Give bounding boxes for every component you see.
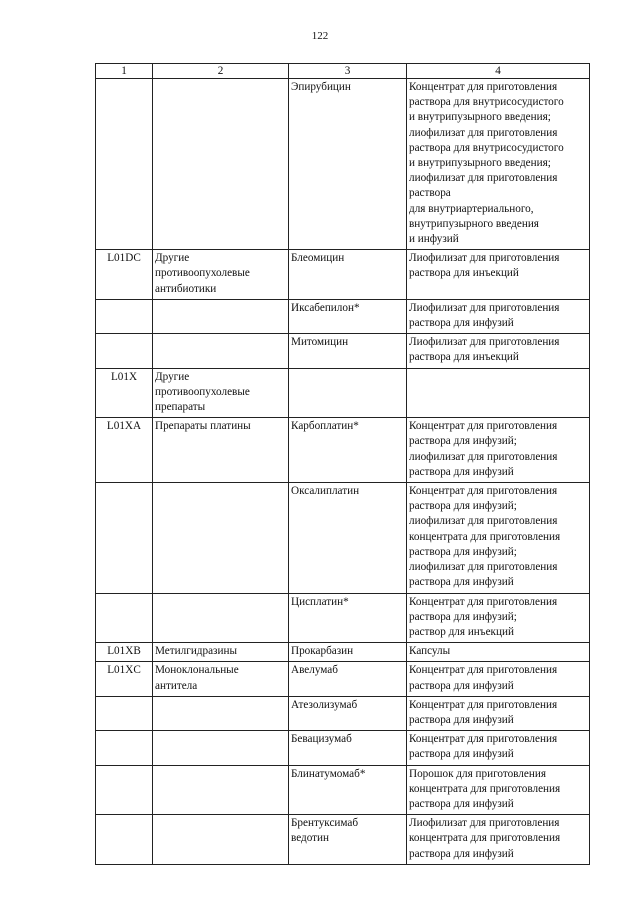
group-cell — [153, 815, 289, 865]
atc-code-cell — [96, 765, 153, 815]
table-row — [96, 250, 590, 300]
column-header-4: 4 — [407, 64, 590, 79]
group-cell — [153, 593, 289, 643]
table-header-row — [96, 64, 590, 79]
drug-name-cell: Атезолизумаб — [289, 696, 407, 730]
table-row — [96, 696, 590, 730]
drug-name-cell: Карбоплатин* — [289, 418, 407, 483]
dosage-form-cell: Концентрат для приготовления раствора для инфузий — [407, 696, 590, 730]
dosage-form-cell: Концентрат для приготовления раствора для инфузий; лиофилизат для приготовления концентрата для приготовления раствора для инфузий; лиофилизат для приготовления раствора для инфузий — [407, 483, 590, 593]
atc-code-cell — [96, 593, 153, 643]
table-row — [96, 593, 590, 643]
atc-code-cell — [96, 483, 153, 593]
group-cell: Препараты платины — [153, 418, 289, 483]
dosage-form-cell: Концентрат для приготовления раствора для инфузий — [407, 662, 590, 696]
table-row — [96, 765, 590, 815]
dosage-form-cell: Концентрат для приготовления раствора для инфузий; раствор для инъекций — [407, 593, 590, 643]
group-cell — [153, 483, 289, 593]
drug-name-cell: Брентуксимаб ведотин — [289, 815, 407, 865]
table-row — [96, 299, 590, 333]
group-cell — [153, 334, 289, 368]
dosage-form-cell: Порошок для приготовления концентрата для приготовления раствора для инфузий — [407, 765, 590, 815]
column-header-2: 2 — [153, 64, 289, 79]
drug-name-cell: Митомицин — [289, 334, 407, 368]
table-row — [96, 731, 590, 765]
group-cell — [153, 79, 289, 250]
table-row — [96, 483, 590, 593]
drug-name-cell: Авелумаб — [289, 662, 407, 696]
dosage-form-cell: Концентрат для приготовления раствора для внутрисосудистого и внутрипузырного введения; лиофилизат для приготовления раствора для внутрисосудистого и внутрипузырного введения; лиофилизат для приготовления раствора для внутриартериального, внутрипузырного введения и инфузий — [407, 79, 590, 250]
atc-code-cell: L01XB — [96, 643, 153, 662]
table-row — [96, 368, 590, 418]
dosage-form-cell — [407, 368, 590, 418]
group-cell: Метилгидразины — [153, 643, 289, 662]
drug-name-cell: Цисплатин* — [289, 593, 407, 643]
drug-table — [95, 63, 590, 865]
table-row — [96, 662, 590, 696]
atc-code-cell — [96, 815, 153, 865]
dosage-form-cell: Капсулы — [407, 643, 590, 662]
atc-code-cell: L01X — [96, 368, 153, 418]
dosage-form-cell: Концентрат для приготовления раствора для инфузий — [407, 731, 590, 765]
atc-code-cell — [96, 79, 153, 250]
drug-name-cell: Бевацизумаб — [289, 731, 407, 765]
drug-name-cell: Блеомицин — [289, 250, 407, 300]
atc-code-cell: L01XA — [96, 418, 153, 483]
column-header-1: 1 — [96, 64, 153, 79]
drug-name-cell: Эпирубицин — [289, 79, 407, 250]
atc-code-cell: L01XC — [96, 662, 153, 696]
dosage-form-cell: Лиофилизат для приготовления концентрата для приготовления раствора для инфузий — [407, 815, 590, 865]
table-row — [96, 815, 590, 865]
group-cell — [153, 299, 289, 333]
group-cell — [153, 696, 289, 730]
group-cell: Моноклональные антитела — [153, 662, 289, 696]
dosage-form-cell: Концентрат для приготовления раствора для инфузий; лиофилизат для приготовления раствора для инфузий — [407, 418, 590, 483]
dosage-form-cell: Лиофилизат для приготовления раствора для инъекций — [407, 334, 590, 368]
atc-code-cell — [96, 299, 153, 333]
group-cell: Другие противоопухолевые антибиотики — [153, 250, 289, 300]
atc-code-cell — [96, 334, 153, 368]
atc-code-cell — [96, 731, 153, 765]
column-header-3: 3 — [289, 64, 407, 79]
drug-name-cell: Прокарбазин — [289, 643, 407, 662]
table-row — [96, 643, 590, 662]
atc-code-cell: L01DC — [96, 250, 153, 300]
drug-name-cell: Блинатумомаб* — [289, 765, 407, 815]
dosage-form-cell: Лиофилизат для приготовления раствора для инъекций — [407, 250, 590, 300]
drug-name-cell — [289, 368, 407, 418]
table-row — [96, 79, 590, 250]
group-cell: Другие противоопухолевые препараты — [153, 368, 289, 418]
atc-code-cell — [96, 696, 153, 730]
drug-name-cell: Иксабепилон* — [289, 299, 407, 333]
drug-name-cell: Оксалиплатин — [289, 483, 407, 593]
table-row — [96, 334, 590, 368]
group-cell — [153, 731, 289, 765]
page-number: 122 — [311, 30, 329, 42]
table-row — [96, 418, 590, 483]
group-cell — [153, 765, 289, 815]
dosage-form-cell: Лиофилизат для приготовления раствора для инфузий — [407, 299, 590, 333]
